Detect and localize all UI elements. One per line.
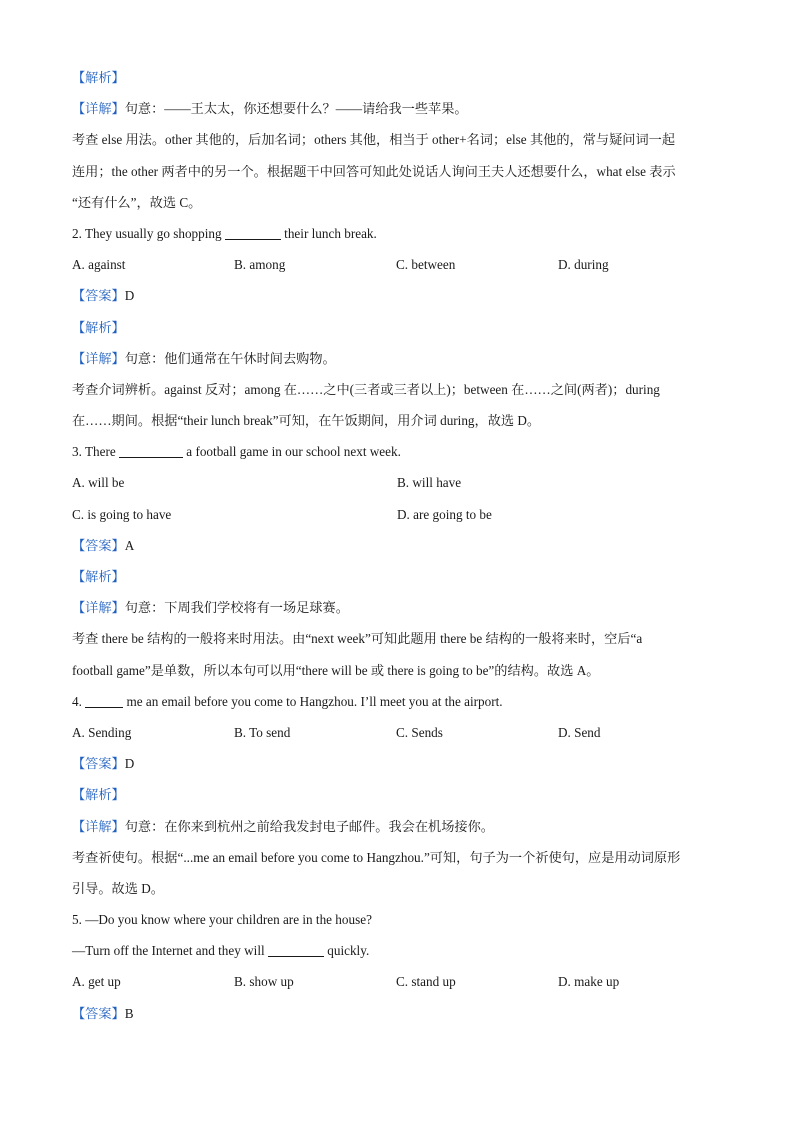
explanation-line: “还有什么”，故选 C。 xyxy=(72,194,202,210)
explanation-line: 考查祈使句。根据“...me an email before you come to Hangzhou.”可知，句子为一个祈使句，应是用动词原形 xyxy=(72,849,681,865)
question-stem: 4. me an email before you come to Hangzhou. I’ll meet you at the airport. xyxy=(72,693,503,709)
question-stem: 5. —Do you know where your children are in the house? xyxy=(72,912,372,928)
analysis-heading: 【解析】 xyxy=(72,319,125,335)
option-b: B. To send xyxy=(234,724,291,740)
answer-line: 【答案】B xyxy=(72,1005,134,1021)
question-stem: 3. There a football game in our school next week. xyxy=(72,444,401,460)
options-row xyxy=(72,499,722,530)
explanation-line: 引导。故选 D。 xyxy=(72,880,164,896)
option-d: D. make up xyxy=(558,974,620,990)
answer-line: 【答案】D xyxy=(72,756,135,772)
answer-value: B xyxy=(124,1005,134,1021)
option-b: B. show up xyxy=(234,974,294,990)
option-c: C. between xyxy=(396,257,456,273)
option-d: D. during xyxy=(558,257,609,273)
detail-text: 句意：——王太太，你还想要什么？——请给我一些苹果。 xyxy=(124,101,468,117)
option-a: A. get up xyxy=(72,974,121,990)
analysis-heading: 【解析】 xyxy=(72,787,125,803)
detail-line: 【详解】句意：他们通常在午休时间去购物。 xyxy=(72,350,336,366)
analysis-heading: 【解析】 xyxy=(72,569,125,584)
explanation-line: 连用；the other 两者中的另一个。根据题干中回答可知此处说话人询问王夫人还想要什么，what else 表示 xyxy=(72,163,676,179)
option-b: B. among xyxy=(234,257,286,273)
answer-value: D xyxy=(124,756,135,772)
detail-line: 【详解】句意：在你来到杭州之前给我发封电子邮件。我会在机场接你。 xyxy=(72,818,494,834)
option-a: A. Sending xyxy=(72,724,132,740)
option-c: C. Sends xyxy=(396,724,443,740)
options-row xyxy=(72,966,722,997)
answer-blank xyxy=(119,443,183,458)
explanation-line: football game”是单数，所以本句可以用“there will be 或 there is going to be”的结构。故选 A。 xyxy=(72,662,600,678)
options-row xyxy=(72,717,722,748)
options-row xyxy=(72,467,722,498)
answer-value: A xyxy=(124,537,135,553)
answer-blank xyxy=(225,225,281,240)
option-d: D. Send xyxy=(558,724,601,740)
question-stem: 2. They usually go shopping their lunch break. xyxy=(72,225,377,241)
detail-text: 句意：在你来到杭州之前给我发封电子邮件。我会在机场接你。 xyxy=(124,818,494,834)
option-b: B. will have xyxy=(397,475,462,491)
question-stem: —Turn off the Internet and they will quickly. xyxy=(72,943,370,959)
option-a: A. will be xyxy=(72,475,125,491)
answer-blank xyxy=(85,693,123,708)
option-c: C. is going to have xyxy=(72,506,172,522)
document-page xyxy=(72,62,722,1029)
answer-blank xyxy=(268,942,324,957)
option-a: A. against xyxy=(72,257,126,273)
detail-line: 【详解】句意：下周我们学校将有一场足球赛。 xyxy=(72,600,349,616)
explanation-line: 考查 else 用法。other 其他的，后加名词；others 其他，相当于 other+名词；else 其他的，常与疑问词一起 xyxy=(72,132,676,148)
answer-line: 【答案】D xyxy=(72,288,135,304)
explanation-line: 考查 there be 结构的一般将来时用法。由“next week”可知此题用 there be 结构的一般将来时，空后“a xyxy=(72,631,643,647)
answer-line: 【答案】A xyxy=(72,537,135,553)
explanation-line: 在……期间。根据“their lunch break”可知，在午饭期间，用介词 during，故选 D。 xyxy=(72,413,541,429)
detail-text: 句意：他们通常在午休时间去购物。 xyxy=(124,350,336,366)
explanation-line: 考查介词辨析。against 反对；among 在……之中(三者或三者以上)；between 在……之间(两者)；during xyxy=(72,381,660,397)
option-c: C. stand up xyxy=(396,974,456,990)
detail-text: 句意：下周我们学校将有一场足球赛。 xyxy=(124,600,349,616)
options-row xyxy=(72,249,722,280)
detail-line: 【详解】句意：——王太太，你还想要什么？——请给我一些苹果。 xyxy=(72,101,468,117)
analysis-heading: 【解析】 xyxy=(72,70,125,85)
option-d: D. are going to be xyxy=(397,506,492,522)
answer-value: D xyxy=(124,288,135,304)
